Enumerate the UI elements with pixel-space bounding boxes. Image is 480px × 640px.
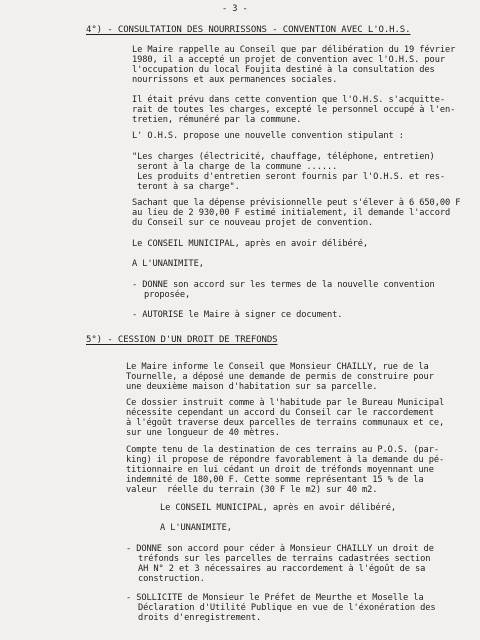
section-4-heading: 4°) - CONSULTATION DES NOURRISSONS - CONVENTION AVEC L'O.H.S. [86,25,411,35]
decision-item: tréfonds sur les parcelles de terrains cadastrées section [138,554,431,564]
paragraph-line: Compte tenu de la destination de ces terrains au P.O.S. (par- [126,445,439,455]
paragraph-line: 1980, il a accepté un projet de convention avec l'O.H.S. pour [132,55,445,65]
paragraph-line: L' O.H.S. propose une nouvelle convention stipulant : [132,131,404,141]
paragraph-line: du Conseil sur ce nouveau projet de convention. [132,218,374,228]
paragraph-line: l'occupation du local Foujita destiné à la consultation des [132,65,435,75]
decision-item: - AUTORISE le Maire à signer ce document. [132,310,343,320]
quote-line: "Les charges (électricité, chauffage, téléphone, entretien) [132,152,435,162]
decision-item: construction. [138,574,205,584]
paragraph-line: nourrissons et aux permanences sociales. [132,75,338,85]
decision-item: droits d'enregistrement. [138,613,262,623]
quote-line: seront à la charge de la commune ...... [132,162,338,172]
paragraph-line: king) il propose de répondre favorablement à la demande du pé- [126,455,445,465]
decision-item: Déclaration d'Utilité Publique en vue de l'éxonération des [138,603,436,613]
paragraph-line: au lieu de 2 930,00 F estimé initialement, il demande l'accord [132,208,451,218]
paragraph-line: Tournelle, a déposé une demande de permis de construire pour [126,372,434,382]
page-number: - 3 - [222,4,248,14]
paragraph-line: indemnité de 180,00 F. Cette somme représentant 15 % de la [126,475,424,485]
paragraph-line: à l'égoût traverse deux parcelles de terrains communaux et ce, [126,418,445,428]
decision-item: proposée, [144,290,191,300]
paragraph-line: Le Maire rappelle au Conseil que par délibération du 19 février [132,45,456,55]
council-statement: Le CONSEIL MUNICIPAL, après en avoir délibéré, [132,239,368,249]
decision-item: - DONNE son accord pour céder à Monsieur CHAILLY un droit de [126,544,434,554]
paragraph-line: Le Maire informe le Conseil que Monsieur CHAILLY, rue de la [126,362,429,372]
section-5-heading: 5°) - CESSION D'UN DROIT DE TREFONDS [86,335,278,345]
paragraph-line: Sachant que la dépense prévisionnelle peut s'élever à 6 650,00 F [132,198,461,208]
paragraph-line: sur une longueur de 40 mètres. [126,428,280,438]
paragraph-line: Ce dossier instruit comme à l'habitude par le Bureau Municipal [126,398,445,408]
council-statement: Le CONSEIL MUNICIPAL, après en avoir délibéré, [160,503,396,513]
unanimity-statement: A L'UNANIMITE, [160,523,232,533]
paragraph-line: valeur réelle du terrain (30 F le m2) sur 40 m2. [126,485,378,495]
decision-item: - DONNE son accord sur les termes de la nouvelle convention [132,280,435,290]
unanimity-statement: A L'UNANIMITE, [132,259,204,269]
paragraph-line: rait de toutes les charges, excepté le personnel occupé à l'en- [132,105,456,115]
paragraph-line: Il était prévu dans cette convention que l'O.H.S. s'acquitte- [132,95,445,105]
quote-line: teront à sa charge". [132,182,240,192]
paragraph-line: nécessite cependant un accord du Conseil car le raccordement [126,408,434,418]
decision-item: AH N° 2 et 3 nécessaires au raccordement à l'égoût de sa [138,564,426,574]
paragraph-line: tretien, rémunéré par la commune. [132,115,302,125]
paragraph-line: une deuxième maison d'habitation sur sa parcelle. [126,382,378,392]
quote-line: Les produits d'entretien seront fournis par l'O.H.S. et res- [132,172,445,182]
paragraph-line: titionnaire en lui cédant un droit de tréfonds moyennant une [126,465,434,475]
decision-item: - SOLLICITE de Monsieur le Préfet de Meurthe et Moselle la [126,593,424,603]
